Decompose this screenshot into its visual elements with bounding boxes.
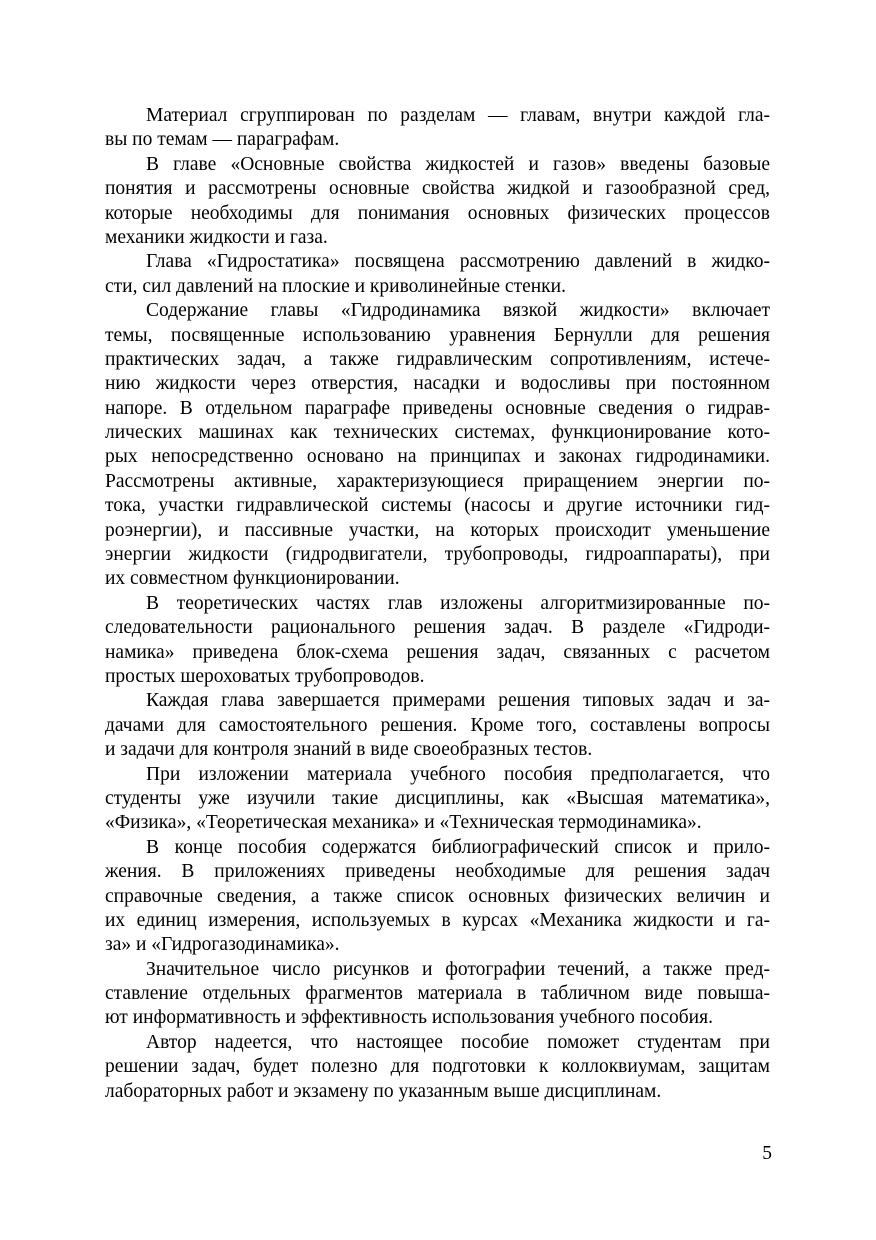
text-line: нию жидкости через отверстия, насадки и водосливы при постоянном xyxy=(105,373,770,395)
text-line: вы по темам — параграфам. xyxy=(105,129,340,151)
text-line: «Физика», «Теоретическая механика» и «Техническая термодинамика». xyxy=(105,812,702,834)
text-line: энергии жидкости (гидродвигатели, трубопроводы, гидроаппараты), при xyxy=(105,544,770,566)
text-line: Каждая глава завершается примерами решения типовых задач и за- xyxy=(146,690,770,712)
paragraph xyxy=(105,250,770,299)
text-line: В конце пособия содержатся библиографический список и прило- xyxy=(146,836,770,858)
text-line: тока, участки гидравлической системы (насосы и другие источники гид- xyxy=(105,495,770,517)
paragraph xyxy=(105,689,770,762)
text-line: ставление отдельных фрагментов материала в табличном виде повыша- xyxy=(105,983,770,1005)
text-line: их совместном функционировании. xyxy=(105,568,400,590)
text-line: справочные сведения, а также список основных физических величин и xyxy=(105,885,770,907)
paragraph xyxy=(105,592,770,690)
text-line: которые необходимы для понимания основных физических процессов xyxy=(105,202,770,224)
text-line: их единиц измерения, используемых в курсах «Механика жидкости и га- xyxy=(105,909,770,931)
text-line: темы, посвященные использованию уравнения Бернулли для решения xyxy=(105,324,770,346)
text-line: сти, сил давлений на плоские и криволинейные стенки. xyxy=(105,275,566,297)
text-line: следовательности рационального решения задач. В разделе «Гидроди- xyxy=(105,617,770,639)
text-line: рых непосредственно основано на принципах и законах гидродинамики. xyxy=(105,446,770,468)
text-line: лических машинах как технических системах, функционирование кото- xyxy=(105,422,770,444)
text-line: практических задач, а также гидравлическим сопротивлениям, истече- xyxy=(105,348,770,370)
text-line: механики жидкости и газа. xyxy=(105,226,328,248)
paragraph xyxy=(105,958,770,1031)
paragraph xyxy=(105,153,770,251)
text-line: и задачи для контроля знаний в виде своеобразных тестов. xyxy=(105,739,593,761)
text-line: жения. В приложениях приведены необходимые для решения задач xyxy=(105,861,770,883)
paragraph xyxy=(105,299,770,592)
text-line: Рассмотрены активные, характеризующиеся приращением энергии по- xyxy=(105,470,770,492)
text-line: Содержание главы «Гидродинамика вязкой жидкости» включает xyxy=(146,300,770,322)
text-line: простых шероховатых трубопроводов. xyxy=(105,665,425,687)
text-line: лабораторных работ и экзамену по указанным выше дисциплинам. xyxy=(105,1080,662,1102)
text-line: При изложении материала учебного пособия предполагается, что xyxy=(146,763,770,785)
text-line: дачами для самостоятельного решения. Кроме того, составлены вопросы xyxy=(105,714,770,736)
text-line: Автор надеется, что настоящее пособие поможет студентам при xyxy=(146,1031,770,1053)
text-line: намика» приведена блок-схема решения задач, связанных с расчетом xyxy=(105,641,770,663)
text-line: роэнергии), и пассивные участки, на которых происходит уменьшение xyxy=(105,519,770,541)
text-line: Значительное число рисунков и фотографии течений, а также пред- xyxy=(146,958,770,980)
paragraph xyxy=(105,104,770,153)
paragraph xyxy=(105,763,770,836)
text-line: решении задач, будет полезно для подготовки к коллоквиумам, защитам xyxy=(105,1056,770,1078)
body-text xyxy=(105,104,770,1104)
text-line: В главе «Основные свойства жидкостей и газов» введены базовые xyxy=(146,153,770,175)
paragraph xyxy=(105,836,770,958)
text-line: студенты уже изучили такие дисциплины, как «Высшая математика», xyxy=(105,787,770,809)
text-line: ют информативность и эффективность использования учебного пособия. xyxy=(105,1007,713,1029)
text-line: понятия и рассмотрены основные свойства жидкой и газообразной сред, xyxy=(105,178,770,200)
text-line: Материал сгруппирован по разделам — главам, внутри каждой гла- xyxy=(146,105,770,126)
text-line: за» и «Гидрогазодинамика». xyxy=(105,934,340,956)
text-line: Глава «Гидростатика» посвящена рассмотрению давлений в жидко- xyxy=(146,251,770,273)
paragraph xyxy=(105,1031,770,1104)
text-line: В теоретических частях глав изложены алгоритмизированные по- xyxy=(146,592,770,614)
page-number: 5 xyxy=(762,1143,772,1164)
text-line: напоре. В отдельном параграфе приведены основные сведения о гидрав- xyxy=(105,397,770,419)
